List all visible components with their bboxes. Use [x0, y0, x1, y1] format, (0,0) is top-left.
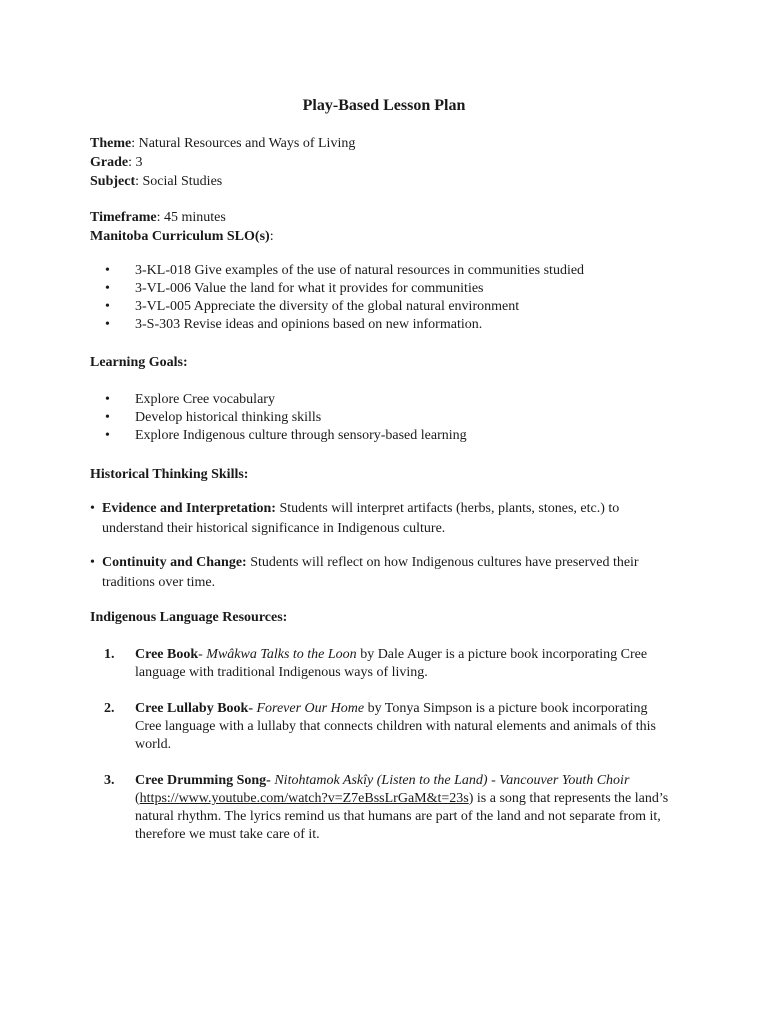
learning-goals-list	[90, 391, 690, 445]
list-item	[90, 553, 677, 593]
meta-value: : Social Studies	[135, 174, 223, 189]
meta-label: Timeframe	[90, 210, 157, 225]
skill-evidence	[90, 499, 690, 539]
meta-timeframe	[90, 208, 690, 227]
resource-label: Cree Book	[135, 647, 199, 662]
skill-label: Continuity and Change:	[102, 555, 247, 570]
page-title: Play-Based Lesson Plan	[302, 97, 466, 114]
resource-text: by Tonya Simpson is a picture book incorporating Cree language with a lullaby that connects children with natural elements and animals of this world.	[135, 701, 656, 752]
meta-subject	[90, 172, 690, 191]
resource-list	[90, 646, 690, 862]
resource-label: Cree Lullaby Book-	[135, 701, 253, 716]
skill-label: Evidence and Interpretation:	[102, 501, 276, 516]
meta-theme	[90, 134, 690, 153]
resource-text: ) is a song that represents the land’s natural rhythm. The lyrics remind us that humans are part of the land and not separate from it, therefore we must take care of it.	[135, 791, 669, 842]
slo-list	[90, 262, 690, 334]
youtube-link[interactable]: https://www.youtube.com/watch?v=Z7eBssLrGaM&t=23s	[139, 791, 469, 806]
resource-open: (	[135, 791, 140, 806]
learning-goals-heading: Learning Goals:	[90, 355, 188, 370]
meta-value: : Natural Resources and Ways of Living	[131, 136, 356, 151]
skill-text: Students will interpret artifacts (herbs, plants, stones, etc.) to understand their historical significance in Indigenous culture.	[102, 501, 620, 536]
list-number: 1.	[104, 647, 115, 662]
curriculum-suffix: :	[269, 229, 274, 244]
list-item: • Develop historical thinking skills	[90, 409, 690, 427]
list-item	[90, 772, 675, 844]
list-item: • 3-KL-018 Give examples of the use of natural resources in communities studied	[90, 262, 690, 280]
meta-label: Theme	[90, 136, 132, 151]
resource-title: Mwâkwa Talks to the Loon	[206, 647, 357, 662]
resource-sep: -	[198, 647, 207, 662]
meta-label: Grade	[90, 155, 129, 170]
list-item: • 3-S-303 Revise ideas and opinions based on new information.	[90, 316, 690, 334]
list-number: 2.	[104, 701, 115, 716]
meta-label: Subject	[90, 174, 136, 189]
resource-title: Forever Our Home	[256, 701, 365, 716]
list-item: • 3-VL-006 Value the land for what it provides for communities	[90, 280, 690, 298]
list-number: 3.	[104, 773, 115, 788]
skill-text: Students will reflect on how Indigenous cultures have preserved their traditions over time.	[102, 555, 639, 590]
timeframe-section	[90, 208, 690, 246]
resource-text: by Dale Auger is a picture book incorporating Cree language with traditional Indigenous ways of living.	[135, 647, 648, 680]
list-item: • Explore Cree vocabulary	[90, 391, 690, 409]
meta-value: : 3	[128, 155, 143, 170]
curriculum-heading	[90, 227, 690, 246]
language-resources-heading: Indigenous Language Resources:	[90, 610, 288, 625]
historical-thinking-heading: Historical Thinking Skills:	[90, 467, 249, 482]
skill-continuity	[90, 553, 690, 593]
list-item: • Explore Indigenous culture through sensory-based learning	[90, 427, 690, 445]
meta-value: : 45 minutes	[156, 210, 226, 225]
resource-label: Cree Drumming Song-	[135, 773, 271, 788]
list-item: • 3-VL-005 Appreciate the diversity of the global natural environment	[90, 298, 690, 316]
list-item	[90, 499, 677, 539]
meta-grade	[90, 153, 690, 172]
list-item	[90, 646, 675, 682]
list-item	[90, 700, 675, 754]
resource-title: Nitohtamok Askîy (Listen to the Land) - Vancouver Youth Choir	[274, 773, 630, 788]
lesson-meta	[90, 134, 690, 191]
curriculum-label: Manitoba Curriculum SLO(s)	[90, 229, 270, 244]
